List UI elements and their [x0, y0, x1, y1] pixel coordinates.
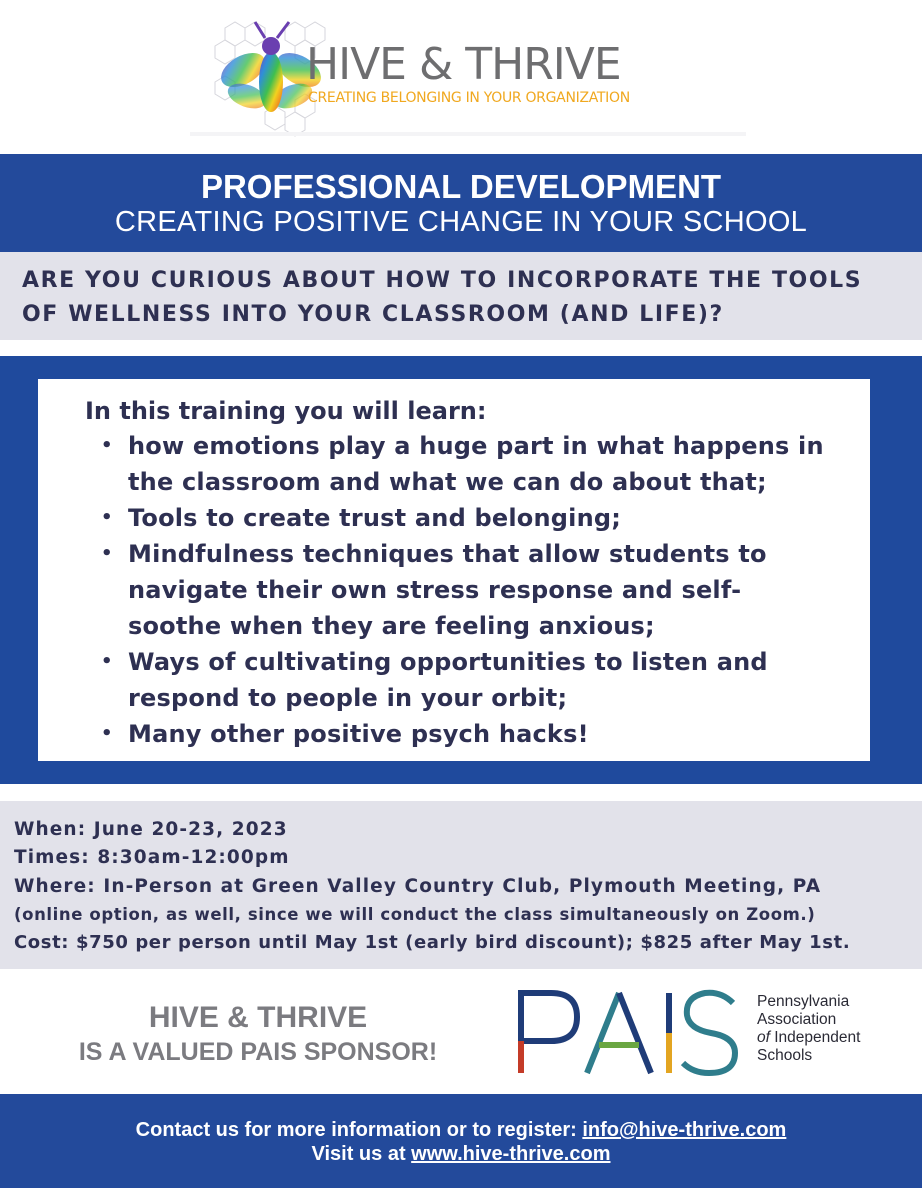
- sponsor-subtitle: IS A VALUED PAIS SPONSOR!: [78, 1038, 438, 1066]
- pais-organization-name: [757, 993, 860, 1065]
- logo-title: HIVE & THRIVE: [306, 39, 621, 90]
- logo-divider: [190, 132, 746, 136]
- contact-text: Contact us for more information or to register:: [135, 1119, 583, 1141]
- detail-cost: Cost: $750 per person until May 1st (early bird discount); $825 after May 1st.: [14, 932, 851, 953]
- learn-list: [95, 428, 825, 752]
- email-link[interactable]: info@hive-thrive.com: [582, 1119, 787, 1141]
- detail-where: Where: In-Person at Green Valley Country Club, Plymouth Meeting, PA: [14, 876, 822, 897]
- detail-times: Times: 8:30am-12:00pm: [14, 847, 290, 868]
- pais-org-of: of: [757, 1029, 770, 1046]
- website-line: [0, 1141, 922, 1167]
- page-title: PROFESSIONAL DEVELOPMENT: [200, 168, 722, 205]
- list-item-text: Many other positive psych hacks!: [128, 720, 589, 748]
- list-item: [95, 536, 825, 644]
- list-item: [95, 500, 825, 536]
- learn-heading: In this training you will learn:: [85, 397, 487, 425]
- logo-tagline: CREATING BELONGING IN YOUR ORGANIZATION: [308, 90, 630, 106]
- pais-org-line: [757, 1029, 860, 1047]
- list-item-text: Ways of cultivating opportunities to listen and respond to people in your orbit;: [128, 648, 768, 712]
- list-item-text: Mindfulness techniques that allow students to navigate their own stress response and self-soothe when they are feeling anxious;: [128, 540, 767, 640]
- page-subtitle: CREATING POSITIVE CHANGE IN YOUR SCHOOL: [114, 206, 808, 238]
- pais-logo: [515, 985, 745, 1077]
- detail-online: (online option, as well, since we will conduct the class simultaneously on Zoom.): [14, 905, 816, 924]
- detail-when: When: June 20-23, 2023: [14, 819, 288, 840]
- sponsor-title: HIVE & THRIVE: [148, 1001, 368, 1034]
- list-item: [95, 644, 825, 716]
- list-item: [95, 716, 825, 752]
- bullet-icon: •: [101, 507, 113, 528]
- website-link[interactable]: www.hive-thrive.com: [411, 1143, 611, 1165]
- question-heading: ARE YOU CURIOUS ABOUT HOW TO INCORPORATE THE TOOLS OF WELLNESS INTO YOUR CLASSROOM (AND LIFE)?: [22, 268, 863, 327]
- bullet-icon: •: [101, 543, 113, 564]
- bullet-icon: •: [101, 651, 113, 672]
- contact-line: [0, 1117, 922, 1143]
- list-item-text: how emotions play a huge part in what happens in the classroom and what we can do about that;: [128, 432, 824, 496]
- pais-org-line: Association: [757, 1011, 837, 1028]
- pais-org-line: Schools: [757, 1047, 813, 1064]
- pais-org-line: Pennsylvania: [757, 993, 850, 1010]
- list-item: [95, 428, 825, 500]
- bullet-icon: •: [101, 723, 113, 744]
- website-text: Visit us at: [311, 1143, 412, 1165]
- bullet-icon: •: [101, 435, 113, 456]
- list-item-text: Tools to create trust and belonging;: [128, 504, 622, 532]
- pais-org-independent: Independent: [774, 1029, 861, 1046]
